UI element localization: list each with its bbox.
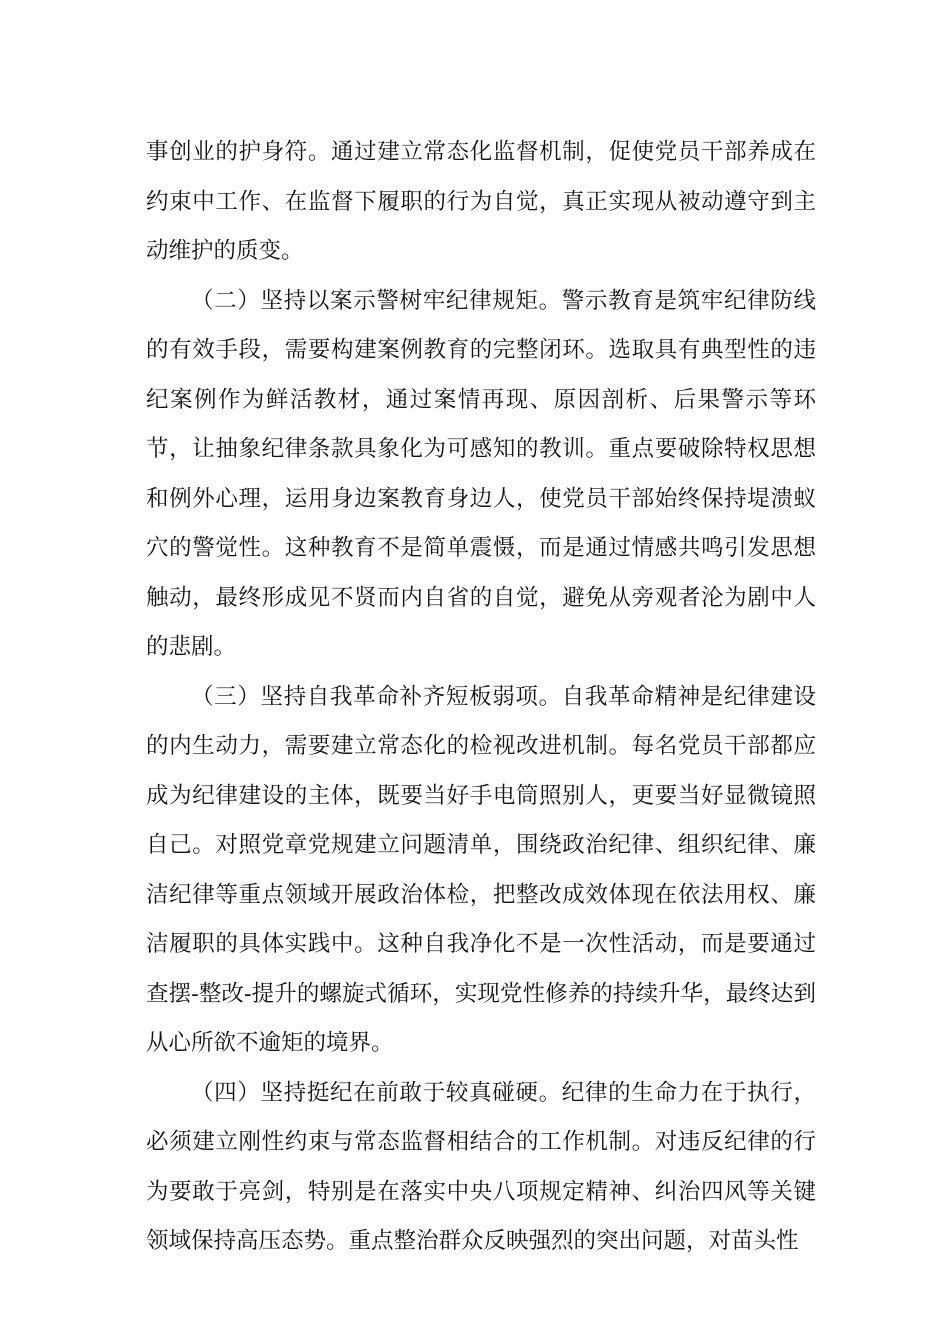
paragraph-section-4: （四）坚持挺纪在前敢于较真碰硬。纪律的生命力在于执行，必须建立刚性约束与常态监督相结合的工作机制。对违反纪律的行为要敢于亮剑，特别是在落实中央八项规定精神、纠治四风等关键领域保持高压态势。重点整治群众反映强烈的突出问题，对苗头性: [146, 1079, 816, 1254]
paragraph-continuation: 事创业的护身符。通过建立常态化监督机制，促使党员干部养成在约束中工作、在监督下履职的行为自觉，真正实现从被动遵守到主动维护的质变。: [146, 139, 816, 264]
paragraph-section-2: （二）坚持以案示警树牢纪律规矩。警示教育是筑牢纪律防线的有效手段，需要构建案例教育的完整闭环。选取具有典型性的违纪案例作为鲜活教材，通过案情再现、原因剖析、后果警示等环节，让抽象纪律条款具象化为可感知的教训。重点要破除特权思想和例外心理，运用身边案教育身边人，使党员干部始终保持堤溃蚁穴的警觉性。这种教育不是简单震慑，而是通过情感共鸣引发思想触动，最终形成见不贤而内自省的自觉，避免从旁观者沦为剧中人的悲剧。: [146, 287, 816, 660]
document-body: [146, 128, 816, 1267]
paragraph-section-3: （三）坚持自我革命补齐短板弱项。自我革命精神是纪律建设的内生动力，需要建立常态化的检视改进机制。每名党员干部都应成为纪律建设的主体，既要当好手电筒照别人，更要当好显微镜照自己。对照党章党规建立问题清单，围绕政治纪律、组织纪律、廉洁纪律等重点领域开展政治体检，把整改成效体现在依法用权、廉洁履职的具体实践中。这种自我净化不是一次性活动，而是要通过查摆-整改-提升的螺旋式循环，实现党性修养的持续升华，最终达到从心所欲不逾矩的境界。: [146, 683, 816, 1056]
